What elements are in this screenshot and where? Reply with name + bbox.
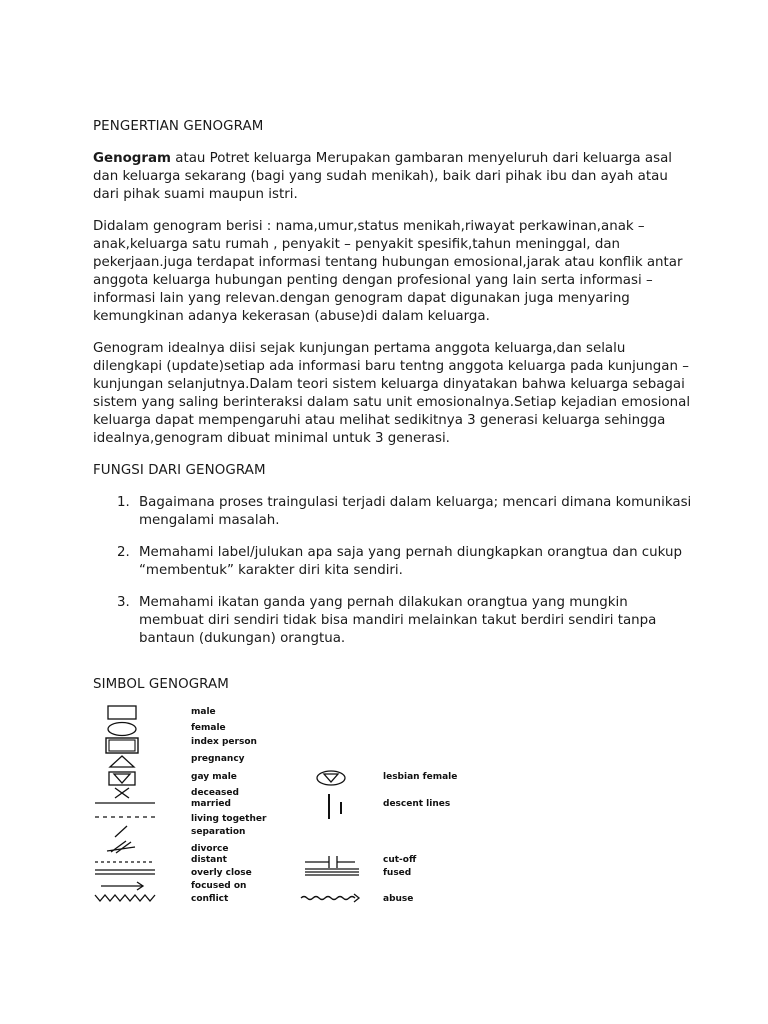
focused-on-arrow-icon: [101, 882, 143, 890]
index-person-symbol-icon: [106, 738, 138, 753]
function-list: [93, 494, 693, 648]
label-lesbian-female: lesbian female: [383, 772, 458, 782]
paragraph-contents: Didalam genogram berisi : nama,umur,status menikah,riwayat perkawinan,anak – anak,keluarga satu rumah , penyakit – penyakit spesifik,tahun meninggal, dan pekerjaan.juga terdapat informasi tentang hubungan emosional,jarak atau konflik antar anggota keluarga hubungan penting dengan profesional yang lain serta informasi – informasi lain yang relevan.dengan genogram dapat digunakan juga menyaring kemungkinan adanya kekerasan (abuse)di dalam keluarga.: [93, 219, 683, 324]
label-living-together: living together: [191, 814, 267, 824]
list-item: 1. Bagaimana proses traingulasi terjadi dalam keluarga; mencari dimana komunikasi mengalami masalah.: [117, 495, 692, 528]
divorce-line-icon: [107, 841, 135, 853]
label-gay-male: gay male: [191, 772, 237, 782]
deceased-symbol-icon: [115, 788, 129, 798]
term-genogram: Genogram: [93, 151, 171, 166]
lesbian-female-symbol-icon: [317, 771, 345, 785]
section-heading-pengertian: PENGERTIAN GENOGRAM: [93, 119, 264, 134]
symbol-drawings: [93, 702, 513, 922]
label-cut-off: cut-off: [383, 855, 417, 865]
cut-off-line-icon: [305, 856, 355, 868]
conflict-zigzag-icon: [95, 895, 155, 901]
label-distant: distant: [191, 855, 227, 865]
pregnancy-symbol-icon: [110, 756, 134, 767]
descent-lines-icon: [329, 794, 341, 819]
label-deceased: deceased: [191, 788, 239, 798]
fused-line-icon: [305, 869, 359, 875]
gay-male-symbol-icon: [109, 772, 135, 785]
label-pregnancy: pregnancy: [191, 754, 245, 764]
list-item: 2. Memahami label/julukan apa saja yang pernah diungkapkan orangtua dan cukup “membentuk” karakter diri kita sendiri.: [117, 545, 682, 578]
abuse-wave-icon: [301, 894, 359, 902]
label-abuse: abuse: [383, 894, 414, 904]
genogram-symbol-legend: [93, 702, 513, 922]
list-item: 3. Memahami ikatan ganda yang pernah dilakukan orangtua yang mungkin membuat diri sendiri tidak bisa mandiri melainkan takut berdiri sendiri tanpa bantaun (dukungan) orangtua.: [117, 595, 657, 646]
overly-close-line-icon: [95, 870, 155, 874]
paragraph-definition: [93, 150, 693, 204]
paragraph-ideal: Genogram idealnya diisi sejak kunjungan pertama anggota keluarga,dan selalu dilengkapi (update)setiap ada informasi baru tentng anggota keluarga pada kunjungan – kunjungan selanjutnya.Dalam teori sistem keluarga dinyatakan bahwa keluarga sebagai sistem yang saling berinteraksi dalam satu unit emosionalnya.Setiap kejadian emosional keluarga dapat mempengaruhi atau melihat sedikitnya 3 generasi keluarga sehingga idealnya,genogram dibuat minimal untuk 3 generasi.: [93, 341, 691, 446]
separation-line-icon: [115, 826, 127, 837]
label-male: male: [191, 707, 216, 717]
label-conflict: conflict: [191, 894, 229, 904]
label-overly-close: overly close: [191, 868, 252, 878]
label-descent-lines: descent lines: [383, 799, 451, 809]
label-index-person: index person: [191, 737, 257, 747]
female-symbol-icon: [108, 723, 136, 736]
label-separation: separation: [191, 827, 246, 837]
document-page: [93, 118, 693, 922]
section-heading-simbol: SIMBOL GENOGRAM: [93, 677, 229, 692]
label-divorce: divorce: [191, 844, 229, 854]
label-focused-on: focused on: [191, 881, 247, 891]
male-symbol-icon: [108, 706, 136, 719]
section-heading-fungsi: FUNGSI DARI GENOGRAM: [93, 463, 266, 478]
definition-text: atau Potret keluarga Merupakan gambaran menyeluruh dari keluarga asal dan keluarga sekarang (bagi yang sudah menikah), baik dari pihak ibu dan ayah atau dari pihak suami maupun istri.: [93, 151, 673, 202]
label-married: married: [191, 799, 231, 809]
label-fused: fused: [383, 868, 412, 878]
label-female: female: [191, 723, 226, 733]
